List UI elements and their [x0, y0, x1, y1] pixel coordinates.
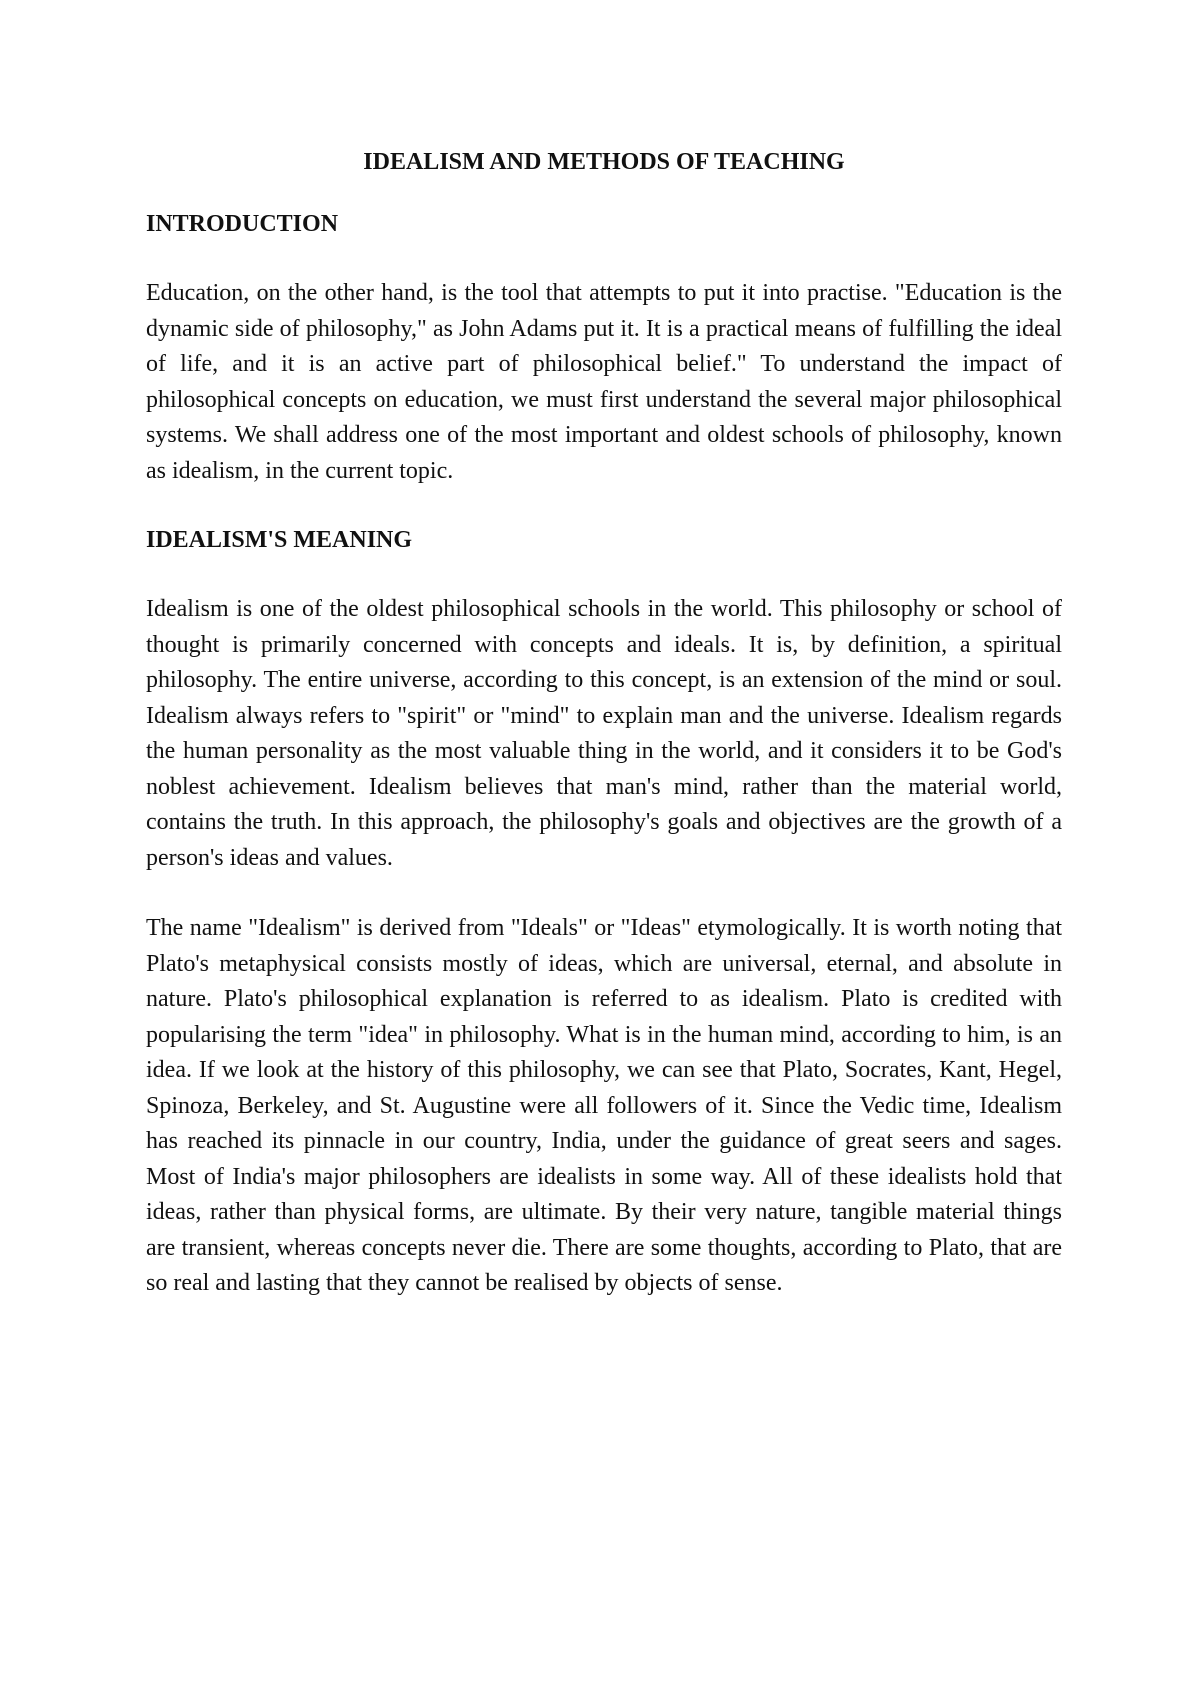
introduction-paragraph: Education, on the other hand, is the tool that attempts to put it into practise. "Education is the dynamic side of philosophy," as John Adams put it. It is a practical means of fulfilling the ideal of life, and it is an active part of philosophical belief." To understand the impact of philosophical concepts on education, we must first understand the several major philosophical systems. We shall address one of the most important and oldest schools of philosophy, known as idealism, in the current topic. [146, 280, 1062, 484]
meaning-paragraph-1: Idealism is one of the oldest philosophical schools in the world. This philosophy or school of thought is primarily concerned with concepts and ideals. It is, by definition, a spiritual philosophy. The entire universe, according to this concept, is an extension of the mind or soul. Idealism always refers to "spirit" or "mind" to explain man and the universe. Idealism regards the human personality as the most valuable thing in the world, and it considers it to be God's noblest achievement. Idealism believes that man's mind, rather than the material world, contains the truth. In this approach, the philosophy's goals and objectives are the growth of a person's ideas and values. [146, 596, 1062, 871]
section-heading-meaning: IDEALISM'S MEANING [146, 527, 413, 553]
section-heading-introduction: INTRODUCTION [146, 211, 339, 237]
document-page [146, 146, 1062, 1302]
meaning-paragraph-2: The name "Idealism" is derived from "Ideals" or "Ideas" etymologically. It is worth noting that Plato's metaphysical consists mostly of ideas, which are universal, eternal, and absolute in nature. Plato's philosophical explanation is referred to as idealism. Plato is credited with popularising the term "idea" in philosophy. What is in the human mind, according to him, is an idea. If we look at the history of this philosophy, we can see that Plato, Socrates, Kant, Hegel, Spinoza, Berkeley, and St. Augustine were all followers of it. Since the Vedic time, Idealism has reached its pinnacle in our country, India, under the guidance of great seers and sages. Most of India's major philosophers are idealists in some way. All of these idealists hold that ideas, rather than physical forms, are ultimate. By their very nature, tangible material things are transient, whereas concepts never die. There are some thoughts, according to Plato, that are so real and lasting that they cannot be realised by objects of sense. [146, 915, 1062, 1296]
document-title: IDEALISM AND METHODS OF TEACHING [363, 149, 845, 175]
